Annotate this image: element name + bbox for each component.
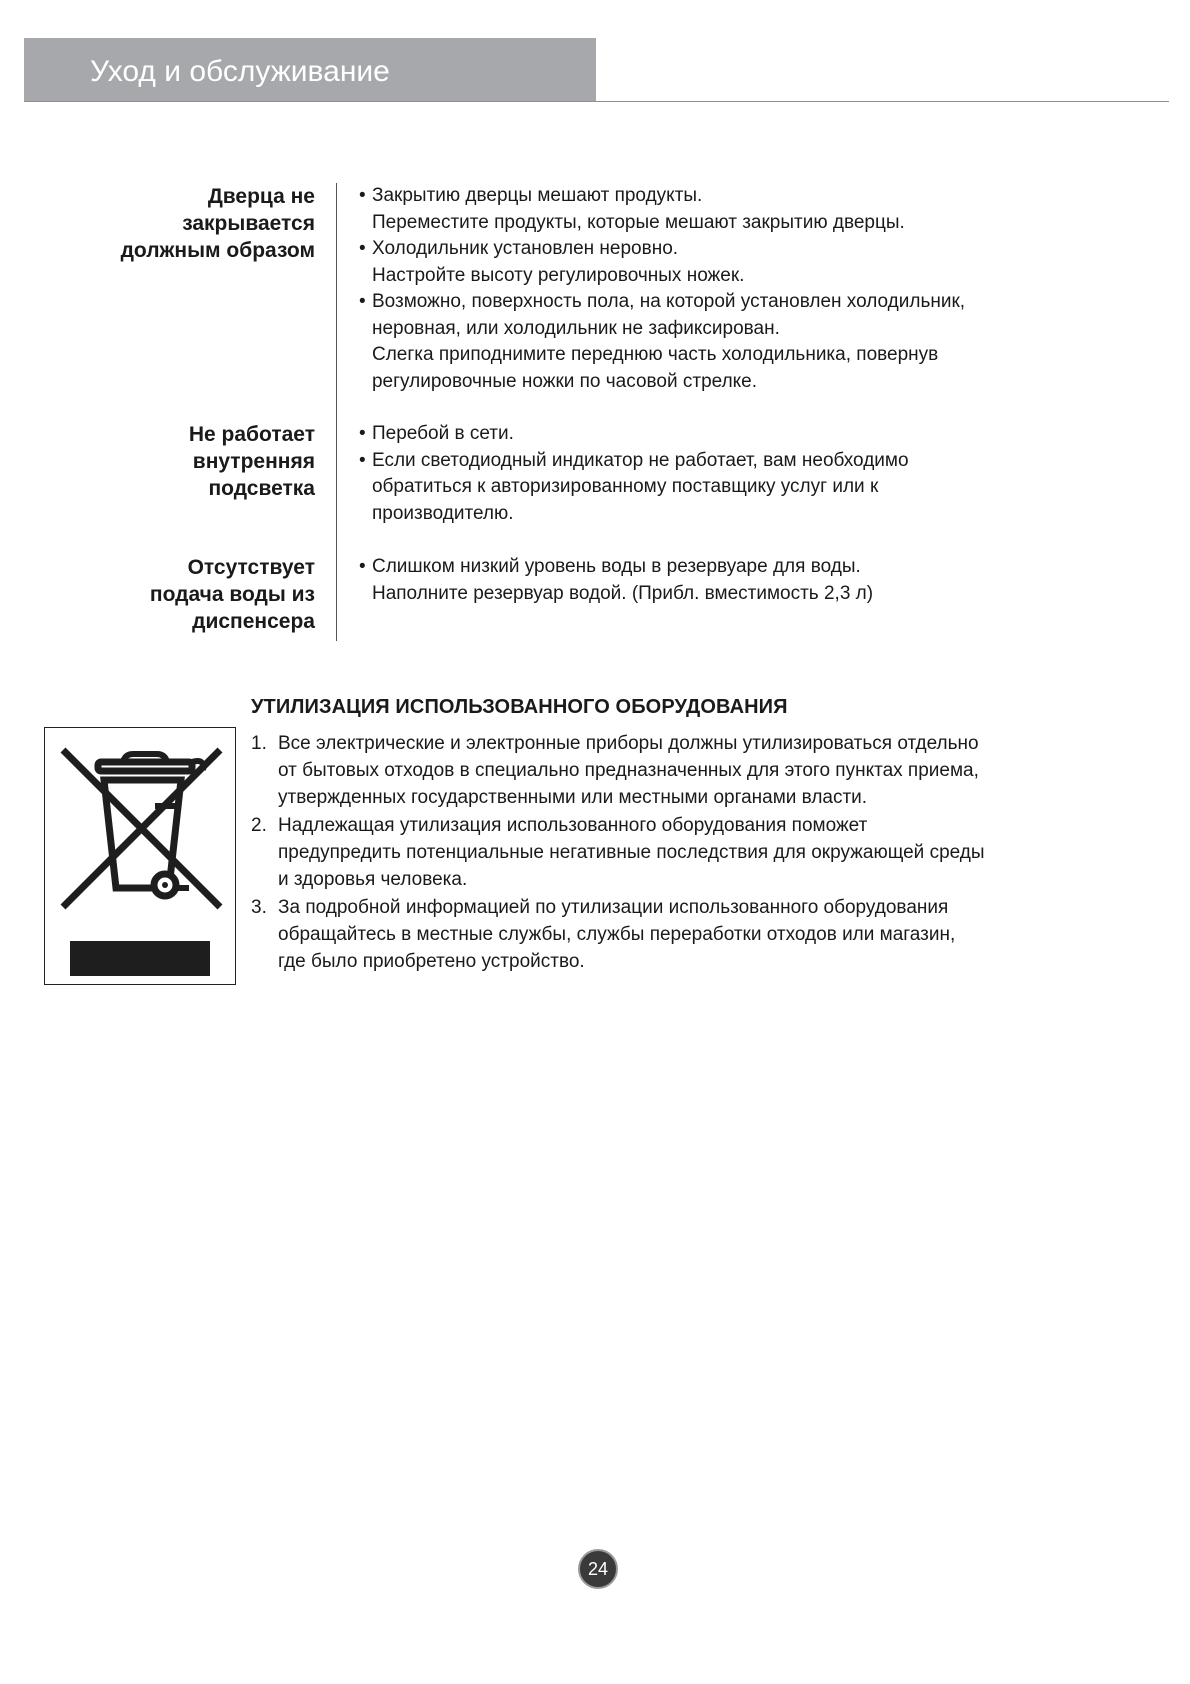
fix-text: регулировочные ножки по часовой стрелке. xyxy=(371,370,758,392)
cause-item: • Возможно, поверхность пола, на которой установлен холодильник, xyxy=(359,289,1120,316)
troubleshooting-row xyxy=(60,421,1120,527)
header-bar xyxy=(24,38,596,101)
list-item: 1. Все электрические и электронные приборы должны утилизироваться отдельно от бытовых отходов в специально предназначенных для этого пунктах приема, утвержденных государственными или местными органами власти. xyxy=(251,733,979,808)
cause-item: • Если светодиодный индикатор не работает, вам необходимо xyxy=(359,448,1120,475)
problem-label: Отсутствует подача воды из диспенсера xyxy=(60,554,337,641)
cause-item: • Перебой в сети. xyxy=(359,421,1120,448)
page-title: Уход и обслуживание xyxy=(90,55,390,88)
problem-label: Не работает внутренняя подсветка xyxy=(60,421,337,527)
weee-symbol xyxy=(44,727,236,985)
solution-list xyxy=(337,183,1120,395)
list-item: 2. Надлежащая утилизация использованного оборудования поможет предупредить потенциальные негативные последствия для окружающей среды и здоровья человека. xyxy=(251,815,985,890)
solution-list xyxy=(337,554,1120,641)
fix-text: производителю. xyxy=(371,502,514,524)
problem-label: Дверца не закрывается должным образом xyxy=(60,183,337,395)
fix-text: Наполните резервуар водой. (Прибл. вместимость 2,3 л) xyxy=(371,582,874,604)
troubleshooting-table xyxy=(60,183,1120,641)
cause-item: • Закрытию дверцы мешают продукты. xyxy=(359,183,1120,210)
list-item: 3. За подробной информацией по утилизации использованного оборудования обращайтесь в местные службы, службы переработки отходов или магазин, где было приобретено устройство. xyxy=(251,897,956,972)
troubleshooting-row xyxy=(60,554,1120,641)
fix-text: Настройте высоту регулировочных ножек. xyxy=(371,264,745,286)
fix-text: обратиться к авторизированному поставщику услуг или к xyxy=(371,476,879,497)
fix-text: Слегка приподнимите переднюю часть холодильника, повернув xyxy=(371,344,939,365)
page-number: 24 xyxy=(578,1549,618,1589)
fix-text: неровная, или холодильник не зафиксирован. xyxy=(371,317,780,339)
cause-item: • Слишком низкий уровень воды в резервуаре для воды. xyxy=(359,554,1120,581)
disposal-heading: УТИЛИЗАЦИЯ ИСПОЛЬЗОВАННОГО ОБОРУДОВАНИЯ xyxy=(251,696,788,718)
cause-item: • Холодильник установлен неровно. xyxy=(359,236,1120,263)
solution-list xyxy=(337,421,1120,527)
fix-text: Переместите продукты, которые мешают закрытию дверцы. xyxy=(371,211,905,233)
disposal-list xyxy=(251,730,1131,976)
troubleshooting-row xyxy=(60,183,1120,395)
weee-black-bar xyxy=(70,941,210,976)
header-divider xyxy=(24,101,1169,102)
